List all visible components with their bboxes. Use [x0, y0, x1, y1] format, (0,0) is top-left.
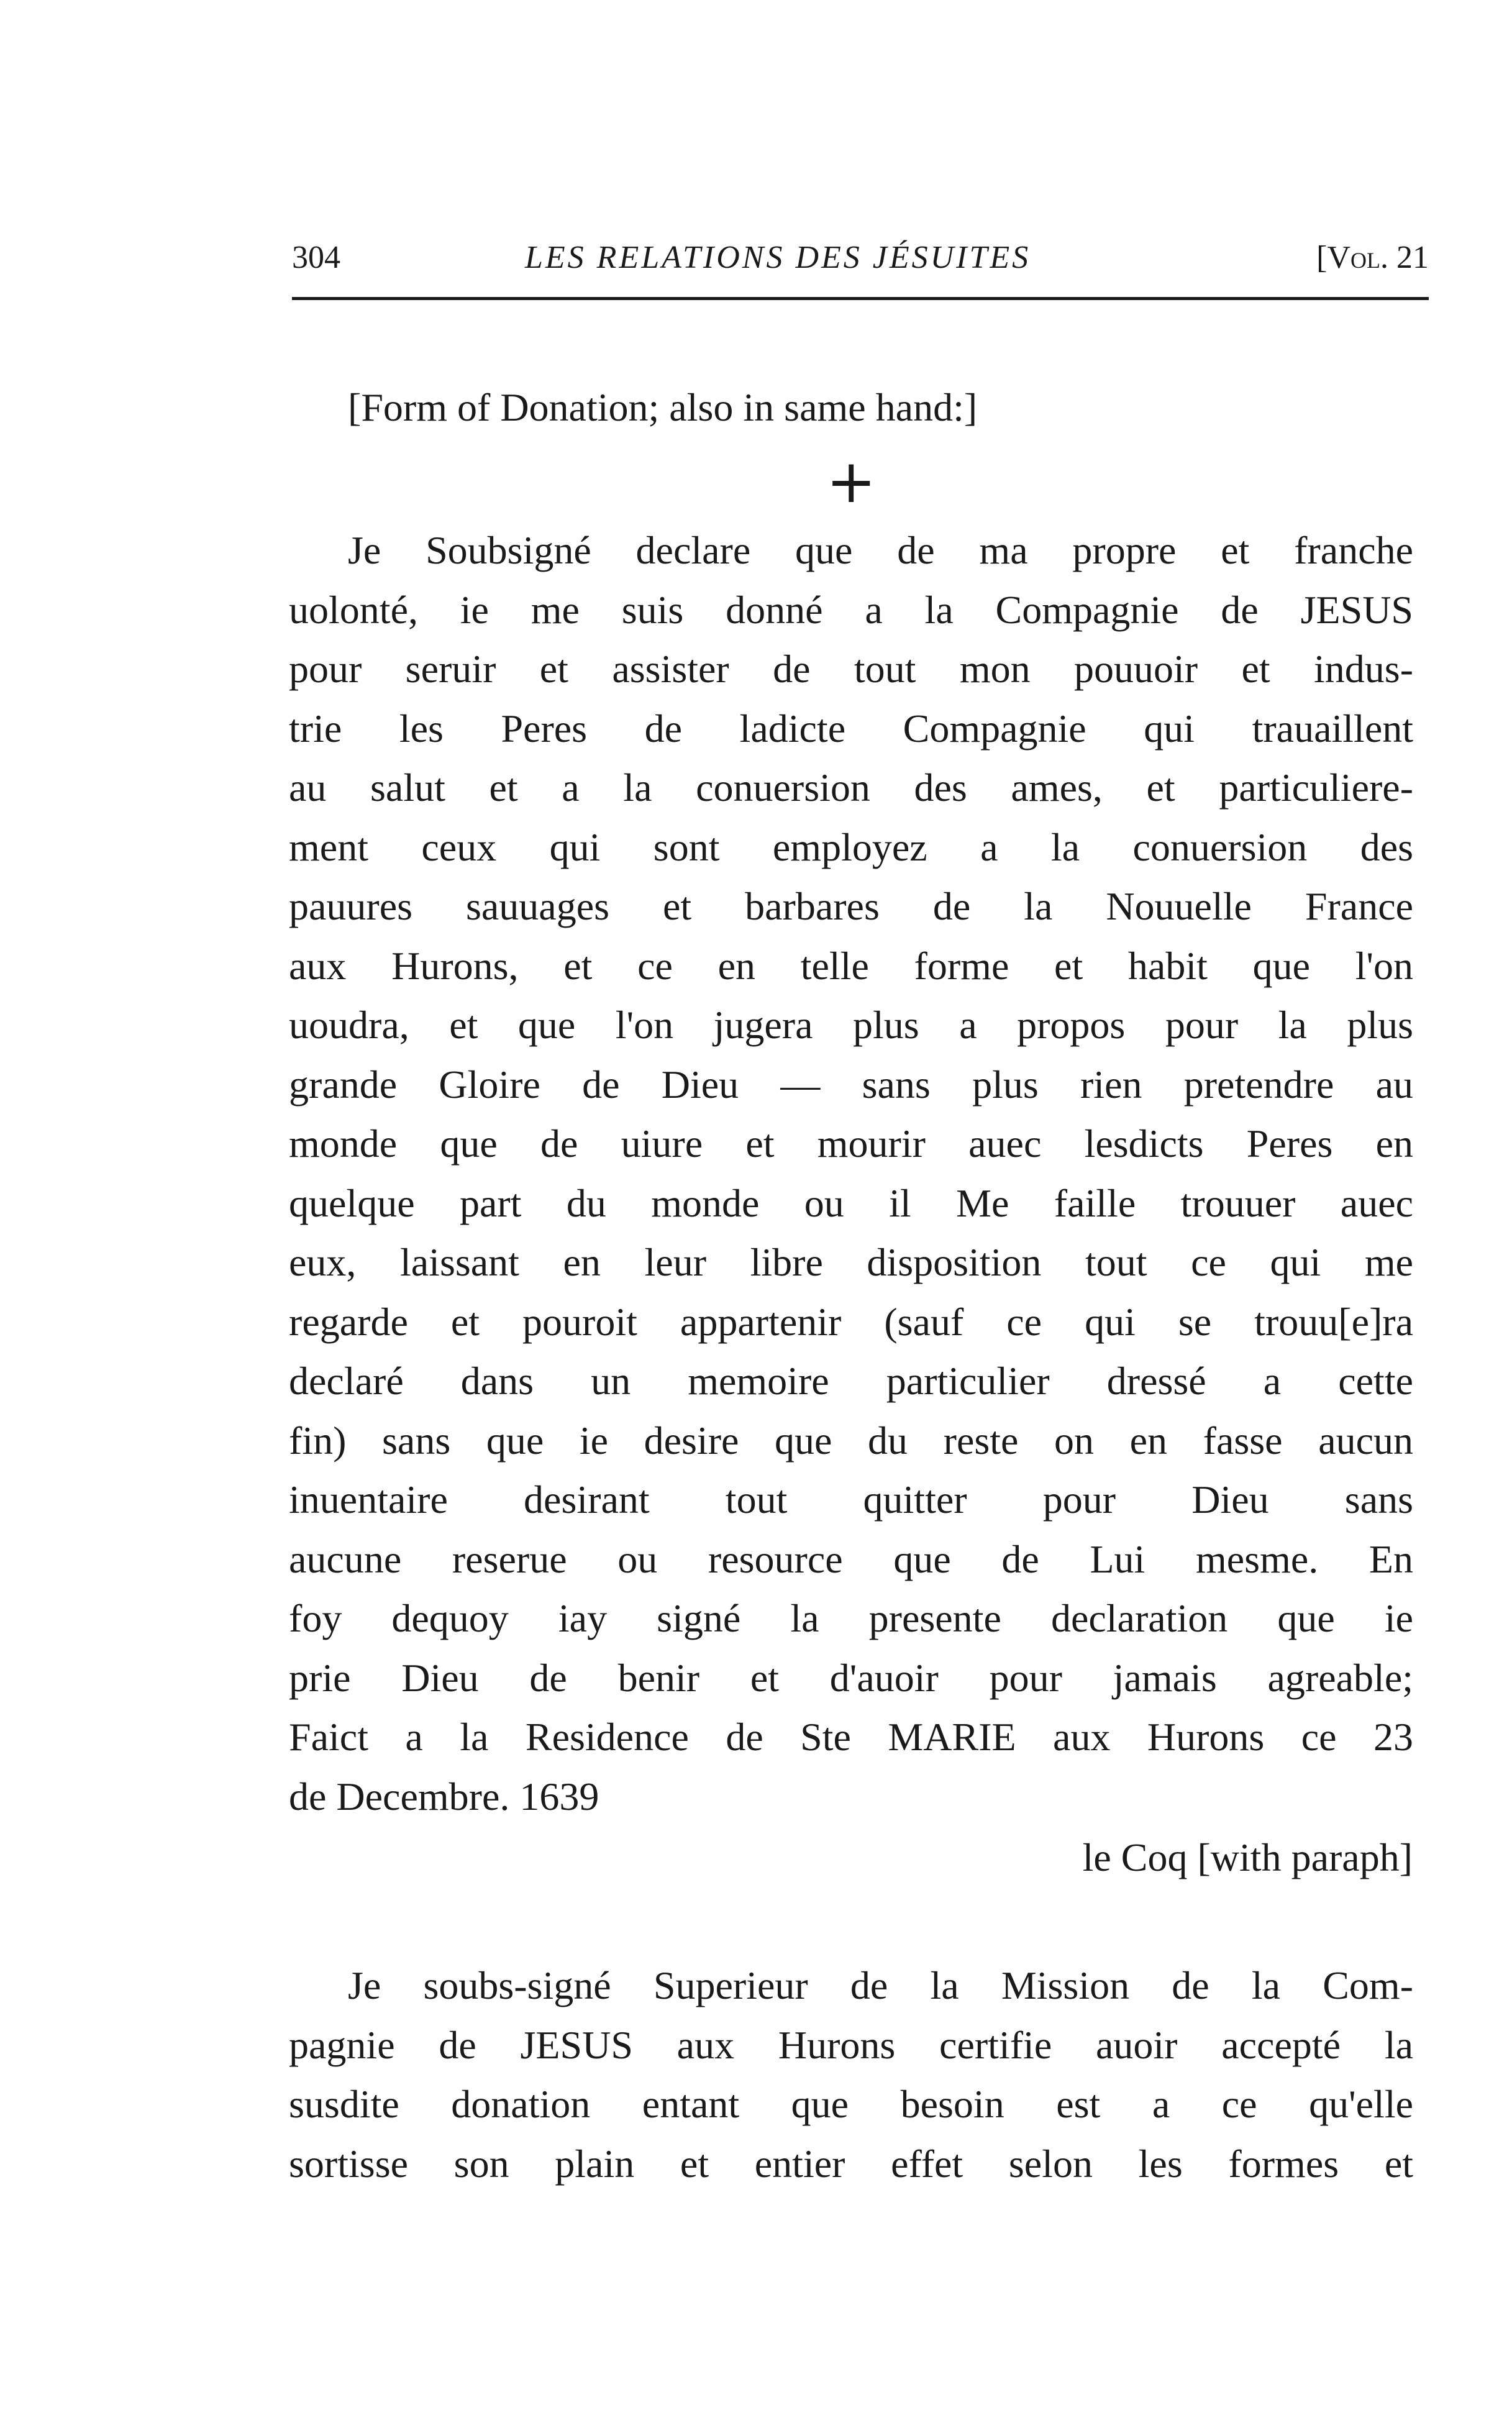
text-line: regarde et pouroit appartenir (sauf ce qui se trouu[e]ra [289, 1299, 1413, 1344]
text-line: eux, laissant en leur libre disposition tout ce qui me [289, 1240, 1413, 1284]
page-number: 304 [292, 240, 340, 275]
text-line: uolonté, ie me suis donné a la Compagnie de JESUS [289, 587, 1413, 632]
donation-paragraph [289, 521, 1413, 1826]
text-line: ment ceux qui sont employez a la conuersion des [289, 824, 1413, 869]
text-line: au salut et a la conuersion des ames, et particuliere- [289, 765, 1413, 810]
text-line: declaré dans un memoire particulier dressé a cette [289, 1359, 1413, 1403]
volume-label: [Vol. 21 [1316, 240, 1429, 275]
text-line: uoudra, et que l'on jugera plus a propos pour la plus [289, 1003, 1413, 1047]
text-line: fin) sans que ie desire que du reste on en fasse aucun [289, 1418, 1413, 1463]
cross-symbol: + [826, 447, 877, 516]
text-line: susdite donation entant que besoin est a ce qu'elle [289, 2082, 1413, 2126]
running-title: LES RELATIONS DES JÉSUITES [525, 240, 1031, 275]
text-line: monde que de uiure et mourir auec lesdicts Peres en [289, 1121, 1413, 1166]
text-line: Faict a la Residence de Ste MARIE aux Hurons ce 23 [289, 1715, 1413, 1759]
text-line: aucune reserue ou resource que de Lui mesme. En [289, 1536, 1413, 1581]
text-line: foy dequoy iay signé la presente declaration que ie [289, 1596, 1413, 1640]
text-line: sortisse son plain et entier effet selon les formes et [289, 2141, 1413, 2186]
text-line: Je soubs-signé Superieur de la Mission de la Com- [348, 1963, 1413, 2007]
text-line: Je Soubsigné declare que de ma propre et franche [348, 528, 1413, 572]
text-line: pour seruir et assister de tout mon pouuoir et indus- [289, 647, 1413, 691]
text-line: inuentaire desirant tout quitter pour Dieu sans [289, 1477, 1413, 1522]
text-line: trie les Peres de ladicte Compagnie qui trauaillent [289, 706, 1413, 751]
editorial-note: [Form of Donation; also in same hand:] [348, 385, 978, 429]
signature-line: le Coq [with paraph] [1082, 1835, 1413, 1879]
text-line: pauures sauuages et barbares de la Nouuelle France [289, 884, 1413, 928]
certification-paragraph [289, 1956, 1413, 2193]
text-line: pagnie de JESUS aux Hurons certifie auoir accepté la [289, 2022, 1413, 2067]
header-rule [292, 297, 1429, 300]
text-line: grande Gloire de Dieu — sans plus rien pretendre au [289, 1062, 1413, 1107]
running-head [292, 230, 1429, 286]
text-line: quelque part du monde ou il Me faille trouuer auec [289, 1180, 1413, 1225]
text-line: prie Dieu de benir et d'auoir pour jamais agreable; [289, 1655, 1413, 1700]
text-line: de Decembre. 1639 [289, 1774, 599, 1819]
text-line: aux Hurons, et ce en telle forme et habit que l'on [289, 943, 1413, 988]
